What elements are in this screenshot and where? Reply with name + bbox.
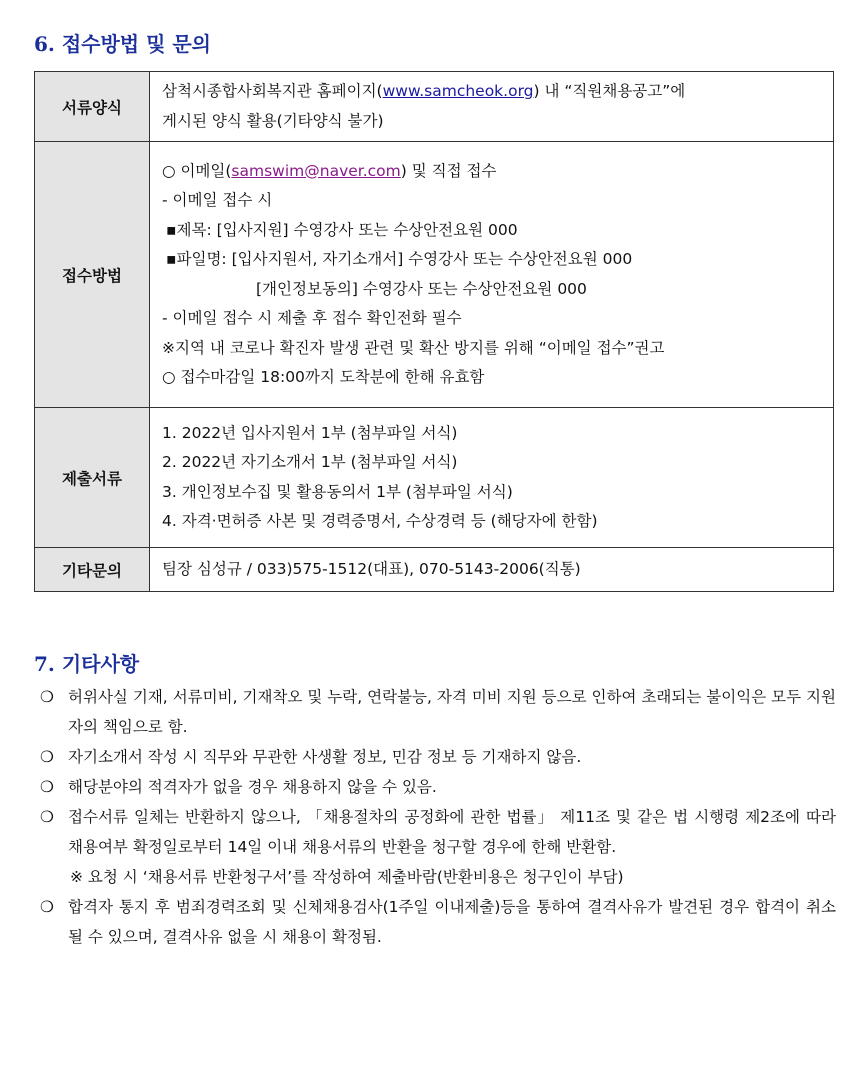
list-item: ❍ 해당분야의 적격자가 없을 경우 채용하지 않을 수 있음.	[40, 772, 836, 802]
method-line-6: - 이메일 접수 시 제출 후 접수 확인전화 필수	[162, 309, 462, 327]
circle-bullet-icon: ❍	[40, 898, 54, 916]
table-row-form	[35, 72, 834, 142]
section-7-title: 7. 기타사항	[34, 652, 140, 676]
table-row-docs	[35, 408, 834, 548]
homepage-link[interactable]: www.samcheok.org	[382, 82, 534, 100]
method-line-4: ▪파일명: [입사지원서, 자기소개서] 수영강사 또는 수상안전요원 000	[166, 250, 633, 268]
method-line-2: - 이메일 접수 시	[162, 191, 273, 209]
doc-item: 2. 2022년 자기소개서 1부 (첨부파일 서식)	[162, 453, 458, 471]
doc-item: 3. 개인정보수집 및 활용동의서 1부 (첨부파일 서식)	[162, 482, 513, 501]
row-body-docs	[150, 408, 834, 548]
method-line-8: ○ 접수마감일 18:00까지 도착분에 한해 유효함	[162, 368, 485, 386]
list-item: ❍ 허위사실 기재, 서류미비, 기재착오 및 누락, 연락불능, 자격 미비 지원 등으로 인하여 초래되는 불이익은 모두 지원자의 책임으로 함.	[40, 682, 836, 742]
method-line-7: ※지역 내 코로나 확진자 발생 관련 및 확산 방지를 위해 “이메일 접수”권고	[162, 338, 665, 357]
list-item: ❍ 접수서류 일체는 반환하지 않으나, 「채용절차의 공정화에 관한 법률」 제11조 및 같은 법 시행령 제2조에 따라 채용여부 확정일로부터 14일 이내 채용서류의 반환을 청구할 경우에 한해 반환함. ※ 요청 시 ‘채용서류 반환청구서’를 작성하여 제출바람(반환비용은 청구인이 부담)	[40, 802, 836, 892]
method-line-1: ○ 이메일(samswim@naver.com) 및 직접 접수	[162, 161, 497, 180]
method-line-3: ▪제목: [입사지원] 수영강사 또는 수상안전요원 000	[166, 220, 518, 239]
row-header-form: 서류양식	[35, 72, 150, 142]
list-item: ❍ 합격자 통지 후 범죄경력조회 및 신체채용검사(1주일 이내제출)등을 통하여 결격사유가 발견된 경우 합격이 취소될 수 있으며, 결격사유 없을 시 채용이 확정됨.	[40, 892, 836, 952]
doc-item: 1. 2022년 입사지원서 1부 (첨부파일 서식)	[162, 423, 458, 442]
row-body-contact: 팀장 심성규 / 033)575-1512(대표), 070-5143-2006(직통)	[150, 548, 834, 592]
row-body-form	[150, 72, 834, 142]
table-row-contact	[35, 548, 834, 592]
circle-bullet-icon: ❍	[40, 778, 54, 796]
notes-list	[40, 682, 836, 952]
row-header-docs: 제출서류	[35, 408, 150, 548]
section-6-title: 6. 접수방법 및 문의	[34, 32, 212, 56]
row-header-method: 접수방법	[35, 142, 150, 408]
form-line-1: 삼척시종합사회복지관 홈페이지(www.samcheok.org) 내 “직원채용공고”에	[162, 82, 686, 100]
circle-bullet-icon: ❍	[40, 748, 54, 766]
application-info-table	[34, 71, 834, 592]
form-line-2: 게시된 양식 활용(기타양식 불가)	[162, 111, 384, 130]
row-header-contact: 기타문의	[35, 548, 150, 592]
list-item: ❍ 자기소개서 작성 시 직무와 무관한 사생활 정보, 민감 정보 등 기재하지 않음.	[40, 742, 836, 772]
circle-bullet-icon: ❍	[40, 808, 54, 826]
method-line-5: [개인정보동의] 수영강사 또는 수상안전요원 000	[256, 279, 587, 298]
table-row-method	[35, 142, 834, 408]
return-request-note: ※ 요청 시 ‘채용서류 반환청구서’를 작성하여 제출바람(반환비용은 청구인이 부담)	[70, 868, 624, 886]
circle-bullet-icon: ❍	[40, 688, 54, 706]
email-link[interactable]: samswim@naver.com	[231, 161, 401, 180]
row-body-method	[150, 142, 834, 408]
doc-item: 4. 자격·면허증 사본 및 경력증명서, 수상경력 등 (해당자에 한함)	[162, 512, 598, 530]
